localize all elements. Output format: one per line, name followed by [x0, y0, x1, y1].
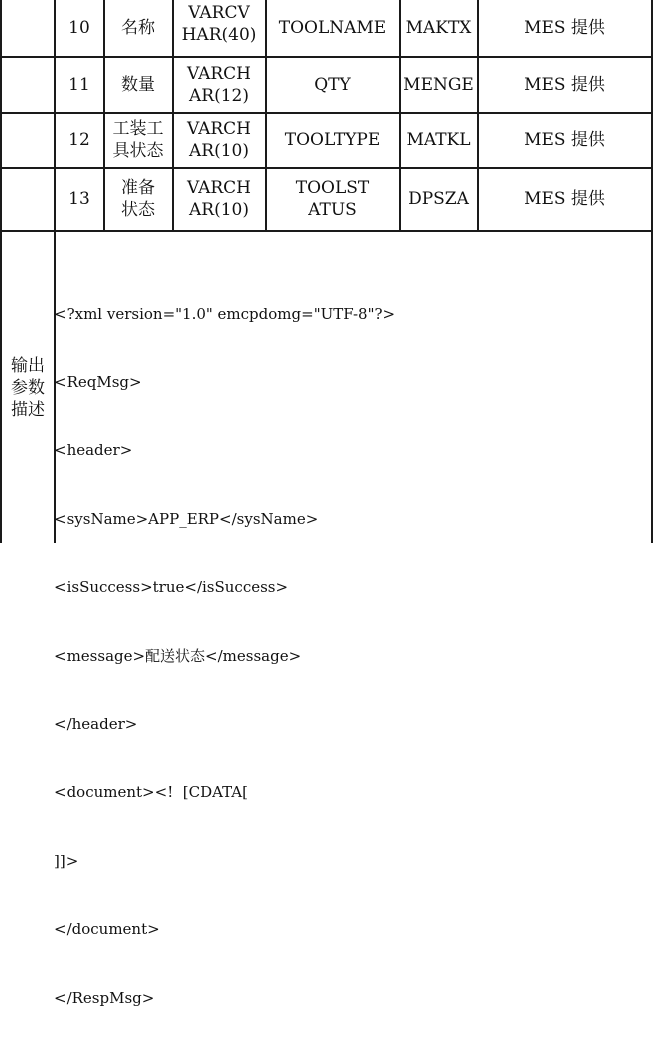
table-rule — [0, 0, 2, 543]
code-line: </header> — [54, 714, 138, 733]
row-12-name: 工装工 具状态 — [112, 119, 164, 161]
code-line: ]]> — [54, 851, 79, 870]
row-11-name: 数量 — [121, 74, 155, 95]
row-13-no: 13 — [68, 189, 90, 209]
row-10-field: TOOLNAME — [278, 18, 387, 38]
code-line: <?xml version="1.0" emcpdomg="UTF-8"?> — [54, 304, 396, 323]
row-13-field: TOOLST ATUS — [295, 178, 370, 220]
output-params-label: 输出 参数 描述 — [11, 356, 45, 420]
row-11-field: QTY — [314, 74, 351, 95]
code-line: <isSuccess>true</isSuccess> — [54, 578, 289, 597]
row-10-sap: MAKTX — [405, 18, 472, 38]
code-line: </RespMsg> — [54, 988, 155, 1007]
table-rule — [651, 0, 653, 543]
row-11-source: MES 提供 — [524, 74, 605, 95]
row-11-sap: MENGE — [403, 74, 474, 95]
output-code-block — [54, 257, 644, 1055]
row-12-source: MES 提供 — [524, 130, 605, 150]
row-12-type: VARCH AR(10) — [186, 119, 252, 161]
table-rule — [0, 230, 653, 232]
row-11-type: VARCH AR(12) — [186, 63, 252, 106]
row-12-field: TOOLTYPE — [284, 130, 381, 150]
code-line: <document><! [CDATA[ — [54, 783, 248, 802]
code-line: </document> — [54, 920, 160, 939]
row-13-source: MES 提供 — [524, 189, 605, 209]
code-line: <ReqMsg> — [54, 372, 142, 391]
code-line: <header> — [54, 441, 133, 460]
code-line: <sysName>APP_ERP</sysName> — [54, 509, 319, 528]
row-13-name: 准备 状态 — [121, 178, 155, 220]
row-10-name: 名称 — [121, 18, 155, 38]
row-13-type: VARCH AR(10) — [186, 178, 252, 220]
row-10-no: 10 — [68, 18, 90, 38]
row-10-source: MES 提供 — [524, 18, 605, 38]
row-11-no: 11 — [68, 74, 90, 95]
code-line: <message>配送状态</message> — [54, 646, 302, 665]
row-12-no: 12 — [68, 130, 90, 150]
row-13-sap: DPSZA — [408, 189, 469, 209]
row-10-type: VARCV HAR(40) — [181, 3, 257, 45]
row-12-sap: MATKL — [406, 130, 471, 150]
